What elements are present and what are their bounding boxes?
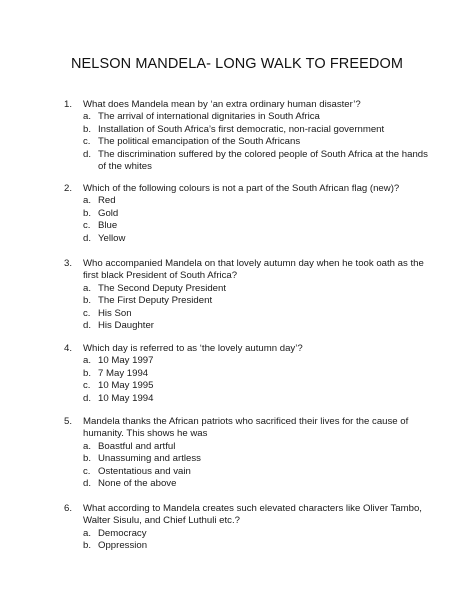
option-3c (64, 308, 434, 320)
question-text (64, 503, 434, 528)
option-4d (64, 393, 434, 405)
option-letter: d. (83, 148, 92, 160)
option-5c (64, 466, 434, 478)
option-text: Yellow (98, 232, 126, 244)
option-text: 10 May 1994 (98, 392, 154, 404)
option-text: The First Deputy President (98, 295, 213, 307)
option-1d (64, 149, 434, 174)
option-letter: a. (83, 440, 92, 452)
option-text: Installation of South Africa’s first democratic, non-racial government (98, 123, 385, 135)
question-prompt: Who accompanied Mandela on that lovely autumn day when he took oath as the first black President of South Africa? (83, 258, 424, 282)
option-text: Oppression (98, 540, 148, 552)
option-text: The Second Deputy President (98, 282, 226, 294)
option-letter: a. (83, 282, 92, 294)
option-letter: b. (83, 453, 92, 465)
question-prompt: Which of the following colours is not a part of the South African flag (new)? (83, 183, 400, 194)
option-letter: b. (83, 207, 92, 219)
option-letter: b. (83, 540, 92, 552)
option-letter: b. (83, 367, 92, 379)
question-text (64, 258, 434, 283)
option-letter: c. (83, 220, 91, 232)
option-letter: c. (83, 136, 91, 148)
option-1c (64, 136, 434, 148)
option-6b (64, 540, 434, 552)
option-letter: d. (83, 320, 92, 332)
question-5 (64, 416, 434, 490)
option-6a (64, 528, 434, 540)
option-letter: d. (83, 392, 92, 404)
option-1b (64, 124, 434, 136)
question-prompt: Mandela thanks the African patriots who sacrificed their lives for the cause of humanity. This shows he was (83, 416, 409, 440)
question-text (64, 183, 434, 195)
option-letter: c. (83, 380, 91, 392)
question-3 (64, 258, 434, 332)
option-2b (64, 208, 434, 220)
question-number: 1. (64, 99, 73, 110)
question-prompt: What according to Mandela creates such elevated characters like Oliver Tambo, Walter Sisulu, and Chief Luthuli etc.? (83, 503, 422, 527)
option-3b (64, 295, 434, 307)
question-number: 5. (64, 416, 73, 427)
option-letter: a. (83, 527, 92, 539)
option-5b (64, 453, 434, 465)
option-2a (64, 195, 434, 207)
option-letter: d. (83, 232, 92, 244)
question-prompt: Which day is referred to as ‘the lovely autumn day’? (83, 343, 303, 354)
option-text: The arrival of international dignitaries in South Africa (98, 111, 320, 123)
question-number: 3. (64, 258, 73, 269)
option-4c (64, 380, 434, 392)
option-letter: a. (83, 111, 92, 123)
option-3a (64, 283, 434, 295)
option-text: The political emancipation of the South Africans (98, 136, 301, 148)
option-5d (64, 478, 434, 490)
question-1 (64, 99, 434, 173)
question-4 (64, 343, 434, 405)
question-prompt: What does Mandela mean by ‘an extra ordinary human disaster’? (83, 99, 361, 110)
option-4b (64, 368, 434, 380)
page-title: NELSON MANDELA- LONG WALK TO FREEDOM (70, 56, 404, 72)
option-letter: c. (83, 465, 91, 477)
option-text: The discrimination suffered by the colored people of South Africa at the hands of the whites (98, 148, 428, 173)
option-letter: a. (83, 355, 92, 367)
question-2 (64, 183, 434, 245)
option-2d (64, 233, 434, 245)
option-text: Democracy (98, 527, 147, 539)
question-text (64, 343, 434, 355)
option-4a (64, 355, 434, 367)
option-letter: b. (83, 123, 92, 135)
question-number: 6. (64, 503, 73, 514)
option-text: 10 May 1997 (98, 355, 154, 367)
option-1a (64, 111, 434, 123)
option-text: None of the above (98, 478, 177, 490)
option-text: Ostentatious and vain (98, 465, 191, 477)
option-letter: a. (83, 195, 92, 207)
option-3d (64, 320, 434, 332)
option-letter: b. (83, 295, 92, 307)
option-text: Blue (98, 220, 118, 232)
option-5a (64, 441, 434, 453)
option-2c (64, 220, 434, 232)
option-text: His Daughter (98, 320, 154, 332)
question-number: 4. (64, 343, 73, 354)
option-text: Unassuming and artless (98, 453, 201, 465)
option-text: Boastful and artful (98, 440, 176, 452)
question-text (64, 416, 434, 441)
option-letter: d. (83, 478, 92, 490)
question-number: 2. (64, 183, 73, 194)
option-text: Red (98, 195, 116, 207)
option-text: Gold (98, 207, 119, 219)
question-text (64, 99, 434, 111)
option-text: 7 May 1994 (98, 367, 149, 379)
option-text: His Son (98, 307, 132, 319)
question-6 (64, 503, 434, 553)
option-letter: c. (83, 307, 91, 319)
option-text: 10 May 1995 (98, 380, 154, 392)
